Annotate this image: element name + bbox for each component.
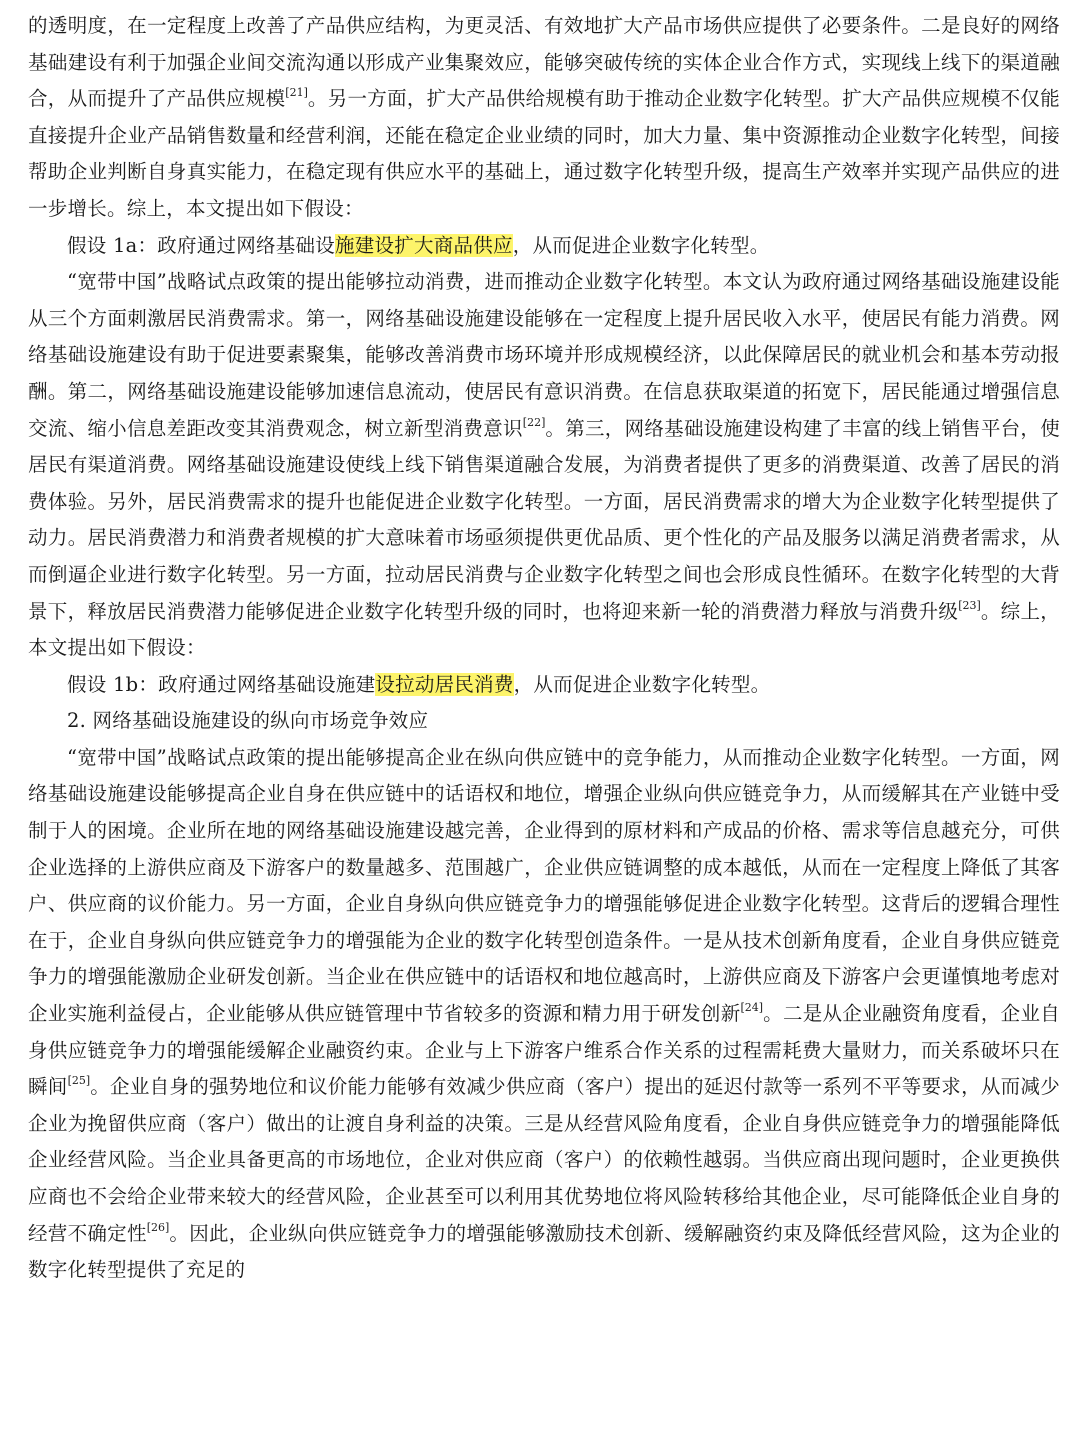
text-run: 。因此，企业纵向供应链竞争力的增强能够激励技术创新、缓解融资约束及降低经营风险，这为企业的数字化转型提供了充足的 [28, 1221, 1060, 1282]
citation-ref: [25] [67, 1074, 91, 1088]
highlighted-text: 施建设扩大商品供应 [334, 233, 513, 257]
text-run: “宽带中国”战略试点政策的提出能够拉动消费，进而推动企业数字化转型。本文认为政府通过网络基础设施建设能从三个方面刺激居民消费需求。第一，网络基础设施建设能够在一定程度上提升居民收入水平，使居民有能力消费。网络基础设施建设有助于促进要素聚集，能够改善消费市场环境并形成规模经济，以此保障居民的就业机会和基本劳动报酬。第二，网络基础设施建设能够加速信息流动，使居民有意识消费。在信息获取渠道的拓宽下，居民能通过增强信息交流、缩小信息差距改变其消费观念，树立新型消费意识 [28, 270, 1060, 440]
text-run: 。综上，本文提出如下假设： [28, 599, 1060, 660]
text-run: 。另一方面，扩大产品供给规模有助于推动企业数字化转型。扩大产品供应规模不仅能直接提升企业产品销售数量和经营利润，还能在稳定企业业绩的同时，加大力量、集中资源推动企业数字化转型，间接帮助企业判断自身真实能力，在稳定现有供应水平的基础上，通过数字化转型升级，提高生产效率并实现产品供应的进一步增长。综上，本文提出如下假设： [28, 87, 1060, 220]
body-paragraph-1 [28, 8, 1060, 228]
body-paragraph-3 [28, 740, 1060, 1289]
citation-ref: [23] [958, 598, 981, 612]
text-run: 假设 1a：政府通过网络基础设 [67, 233, 335, 257]
text-run: 的透明度，在一定程度上改善了产品供应结构，为更灵活、有效地扩大产品市场供应提供了必要条件。二是良好的网络基础建设有利于加强企业间交流沟通以形成产业集聚效应，能够突破传统的实体企业合作方式，实现线上线下的渠道融合，从而提升了产品供应规模 [28, 14, 1060, 111]
body-paragraph-2 [28, 264, 1060, 667]
citation-ref: [21] [285, 86, 308, 100]
text-run: ，从而促进企业数字化转型。 [513, 672, 771, 696]
hypothesis-1b [28, 667, 1060, 704]
section-heading [28, 703, 1060, 740]
text-run: 。二是从企业融资角度看，企业自身供应链竞争力的增强能缓解企业融资约束。企业与上下游客户维系合作关系的过程需耗费大量财力，而关系破坏只在瞬间 [28, 1002, 1060, 1099]
citation-ref: [24] [740, 1001, 764, 1015]
document-page [28, 8, 1060, 1289]
citation-ref: [22] [522, 415, 546, 429]
text-run: 2. 网络基础设施建设的纵向市场竞争效应 [67, 709, 429, 733]
text-run: “宽带中国”战略试点政策的提出能够提高企业在纵向供应链中的竞争能力，从而推动企业数字化转型。一方面，网络基础设施建设能够提高企业自身在供应链中的话语权和地位，增强企业纵向供应链竞争力，从而缓解其在产业链中受制于人的困境。企业所在地的网络基础设施建设越完善，企业得到的原材料和产成品的价格、需求等信息越充分，可供企业选择的上游供应商及下游客户的数量越多、范围越广，企业供应链调整的成本越低，从而在一定程度上降低了其客户、供应商的议价能力。另一方面，企业自身纵向供应链竞争力的增强能够促进企业数字化转型。这背后的逻辑合理性在于，企业自身纵向供应链竞争力的增强能为企业的数字化转型创造条件。一是从技术创新角度看，企业自身供应链竞争力的增强能激励企业研发创新。当企业在供应链中的话语权和地位越高时，上游供应商及下游客户会更谨慎地考虑对企业实施利益侵占，企业能够从供应链管理中节省较多的资源和精力用于研发创新 [28, 745, 1060, 1026]
text-run: 。企业自身的强势地位和议价能力能够有效减少供应商（客户）提出的延迟付款等一系列不平等要求，从而减少企业为挽留供应商（客户）做出的让渡自身利益的决策。三是从经营风险角度看，企业自身供应链竞争力的增强能降低企业经营风险。当企业具备更高的市场地位，企业对供应商（客户）的依赖性越弱。当供应商出现问题时，企业更换供应商也不会给企业带来较大的经营风险，企业甚至可以利用其优势地位将风险转移给其他企业，尽可能降低企业自身的经营不确定性 [28, 1075, 1060, 1245]
citation-ref: [26] [146, 1220, 170, 1234]
highlighted-text: 设拉动居民消费 [375, 672, 514, 696]
hypothesis-1a [28, 228, 1060, 265]
text-run: 假设 1b：政府通过网络基础设施建 [67, 672, 376, 696]
text-run: ，从而促进企业数字化转型。 [512, 233, 770, 257]
text-run: 。第三，网络基础设施建设构建了丰富的线上销售平台，使居民有渠道消费。网络基础设施建设使线上线下销售渠道融合发展，为消费者提供了更多的消费渠道、改善了居民的消费体验。另外，居民消费需求的提升也能促进企业数字化转型。一方面，居民消费需求的增大为企业数字化转型提供了动力。居民消费潜力和消费者规模的扩大意味着市场亟须提供更优品质、更个性化的产品及服务以满足消费者需求，从而倒逼企业进行数字化转型。另一方面，拉动居民消费与企业数字化转型之间也会形成良性循环。在数字化转型的大背景下，释放居民消费潜力能够促进企业数字化转型升级的同时，也将迎来新一轮的消费潜力释放与消费升级 [28, 416, 1060, 623]
